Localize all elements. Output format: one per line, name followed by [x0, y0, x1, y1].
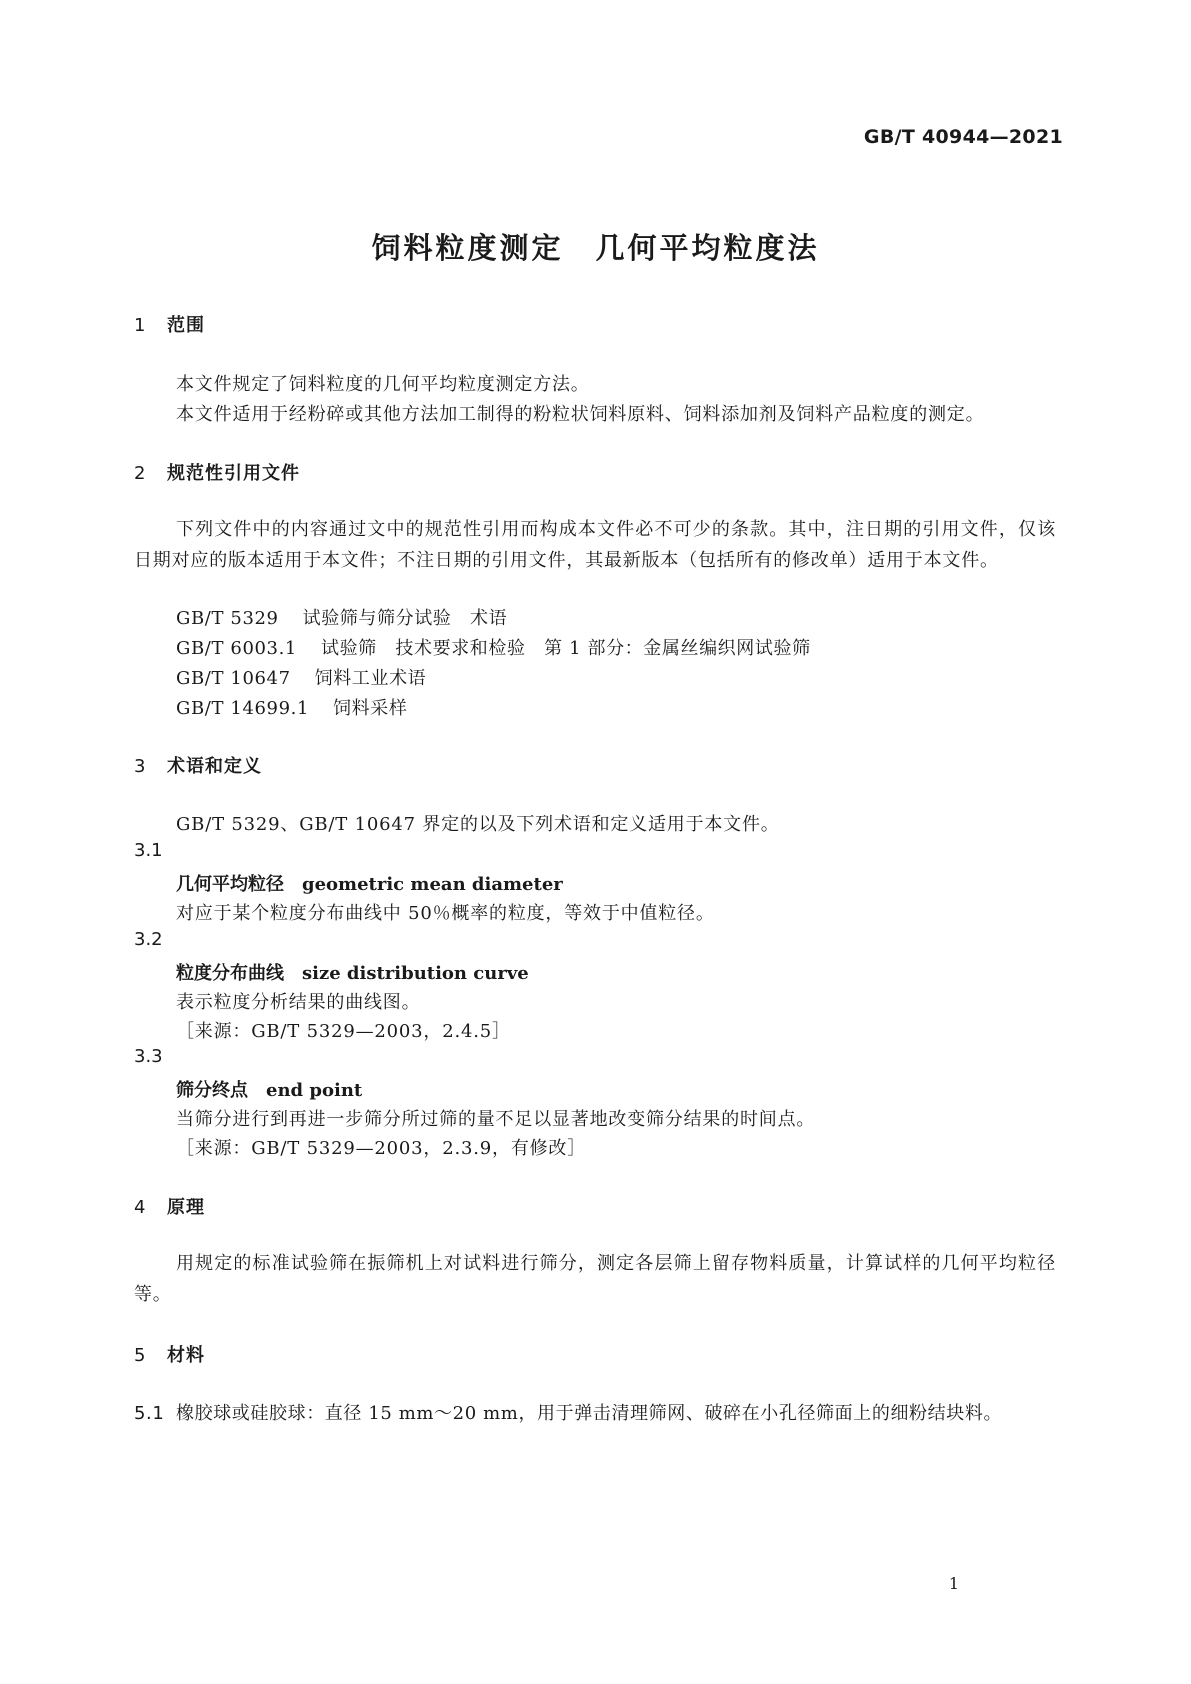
paragraph: 本文件规定了饲料粒度的几何平均粒度测定方法。	[176, 374, 590, 395]
term-zh: 粒度分布曲线	[176, 963, 284, 984]
reference-code: GB/T 10647	[176, 668, 291, 689]
section-4-heading	[134, 1193, 205, 1219]
term-number: 3.1	[134, 840, 163, 861]
paragraph: 用规定的标准试验筛在振筛机上对试料进行筛分，测定各层筛上留存物料质量，计算试样的几何平均粒径等。	[134, 1253, 1056, 1305]
section-title: 术语和定义	[167, 756, 262, 777]
term-definition: 表示粒度分析结果的曲线图。	[176, 992, 421, 1013]
section-title: 原理	[167, 1197, 205, 1218]
reference-title: 饲料工业术语	[314, 668, 427, 689]
reference-title: 试验筛 技术要求和检验 第 1 部分：金属丝编织网试验筛	[320, 638, 811, 659]
paragraph: 下列文件中的内容通过文中的规范性引用而构成本文件必不可少的条款。其中，注日期的引用文件，仅该日期对应的版本适用于本文件；不注日期的引用文件，其最新版本（包括所有的修改单）适用于本文件。	[134, 519, 1056, 571]
item-number: 5.1	[134, 1403, 165, 1424]
term-en: end point	[266, 1080, 363, 1101]
term-zh: 几何平均粒径	[176, 874, 284, 895]
term-number: 3.2	[134, 929, 163, 950]
reference-title: 饲料采样	[333, 698, 408, 719]
term-heading	[176, 1076, 362, 1102]
standard-number: GB/T 40944—2021	[863, 126, 1063, 148]
normative-reference	[176, 694, 407, 720]
term-heading	[176, 959, 529, 985]
reference-code: GB/T 6003.1	[176, 638, 297, 659]
normative-reference	[176, 604, 507, 630]
section-title: 范围	[167, 315, 205, 336]
paragraph: 本文件适用于经粉碎或其他方法加工制得的粉粒状饲料原料、饲料添加剂及饲料产品粒度的测定。	[176, 404, 985, 425]
section-3-heading	[134, 752, 262, 778]
section-5-heading	[134, 1341, 205, 1367]
document-title: 饲料粒度测定 几何平均粒度法	[371, 231, 820, 265]
section-title: 规范性引用文件	[167, 463, 300, 484]
reference-code: GB/T 14699.1	[176, 698, 310, 719]
section-title: 材料	[167, 1345, 205, 1366]
section-number: 4	[134, 1197, 147, 1218]
section-number: 3	[134, 756, 147, 777]
term-definition: 当筛分进行到再进一步筛分所过筛的量不足以显著地改变筛分结果的时间点。	[176, 1109, 816, 1130]
term-number: 3.3	[134, 1046, 163, 1067]
term-source: ［来源：GB/T 5329—2003，2.3.9，有修改］	[176, 1138, 587, 1159]
term-zh: 筛分终点	[176, 1080, 248, 1101]
normative-reference	[176, 664, 426, 690]
section-number: 1	[134, 315, 147, 336]
section-number: 2	[134, 463, 147, 484]
list-item	[134, 1399, 1002, 1425]
paragraph: GB/T 5329、GB/T 10647 界定的以及下列术语和定义适用于本文件。	[176, 814, 780, 835]
term-heading	[176, 870, 563, 896]
section-2-heading	[134, 459, 300, 485]
term-source: ［来源：GB/T 5329—2003，2.4.5］	[176, 1021, 511, 1042]
item-text: 橡胶球或硅胶球：直径 15 mm～20 mm，用于弹击清理筛网、破碎在小孔径筛面上的细粉结块料。	[176, 1403, 1003, 1424]
term-definition: 对应于某个粒度分布曲线中 50％概率的粒度，等效于中值粒径。	[176, 903, 715, 924]
term-en: size distribution curve	[302, 963, 529, 984]
normative-reference	[176, 634, 811, 660]
term-en: geometric mean diameter	[302, 874, 563, 895]
reference-title: 试验筛与筛分试验 术语	[302, 608, 508, 629]
reference-code: GB/T 5329	[176, 608, 279, 629]
page-number: 1	[948, 1574, 959, 1593]
section-number: 5	[134, 1345, 147, 1366]
section-1-heading	[134, 311, 205, 337]
